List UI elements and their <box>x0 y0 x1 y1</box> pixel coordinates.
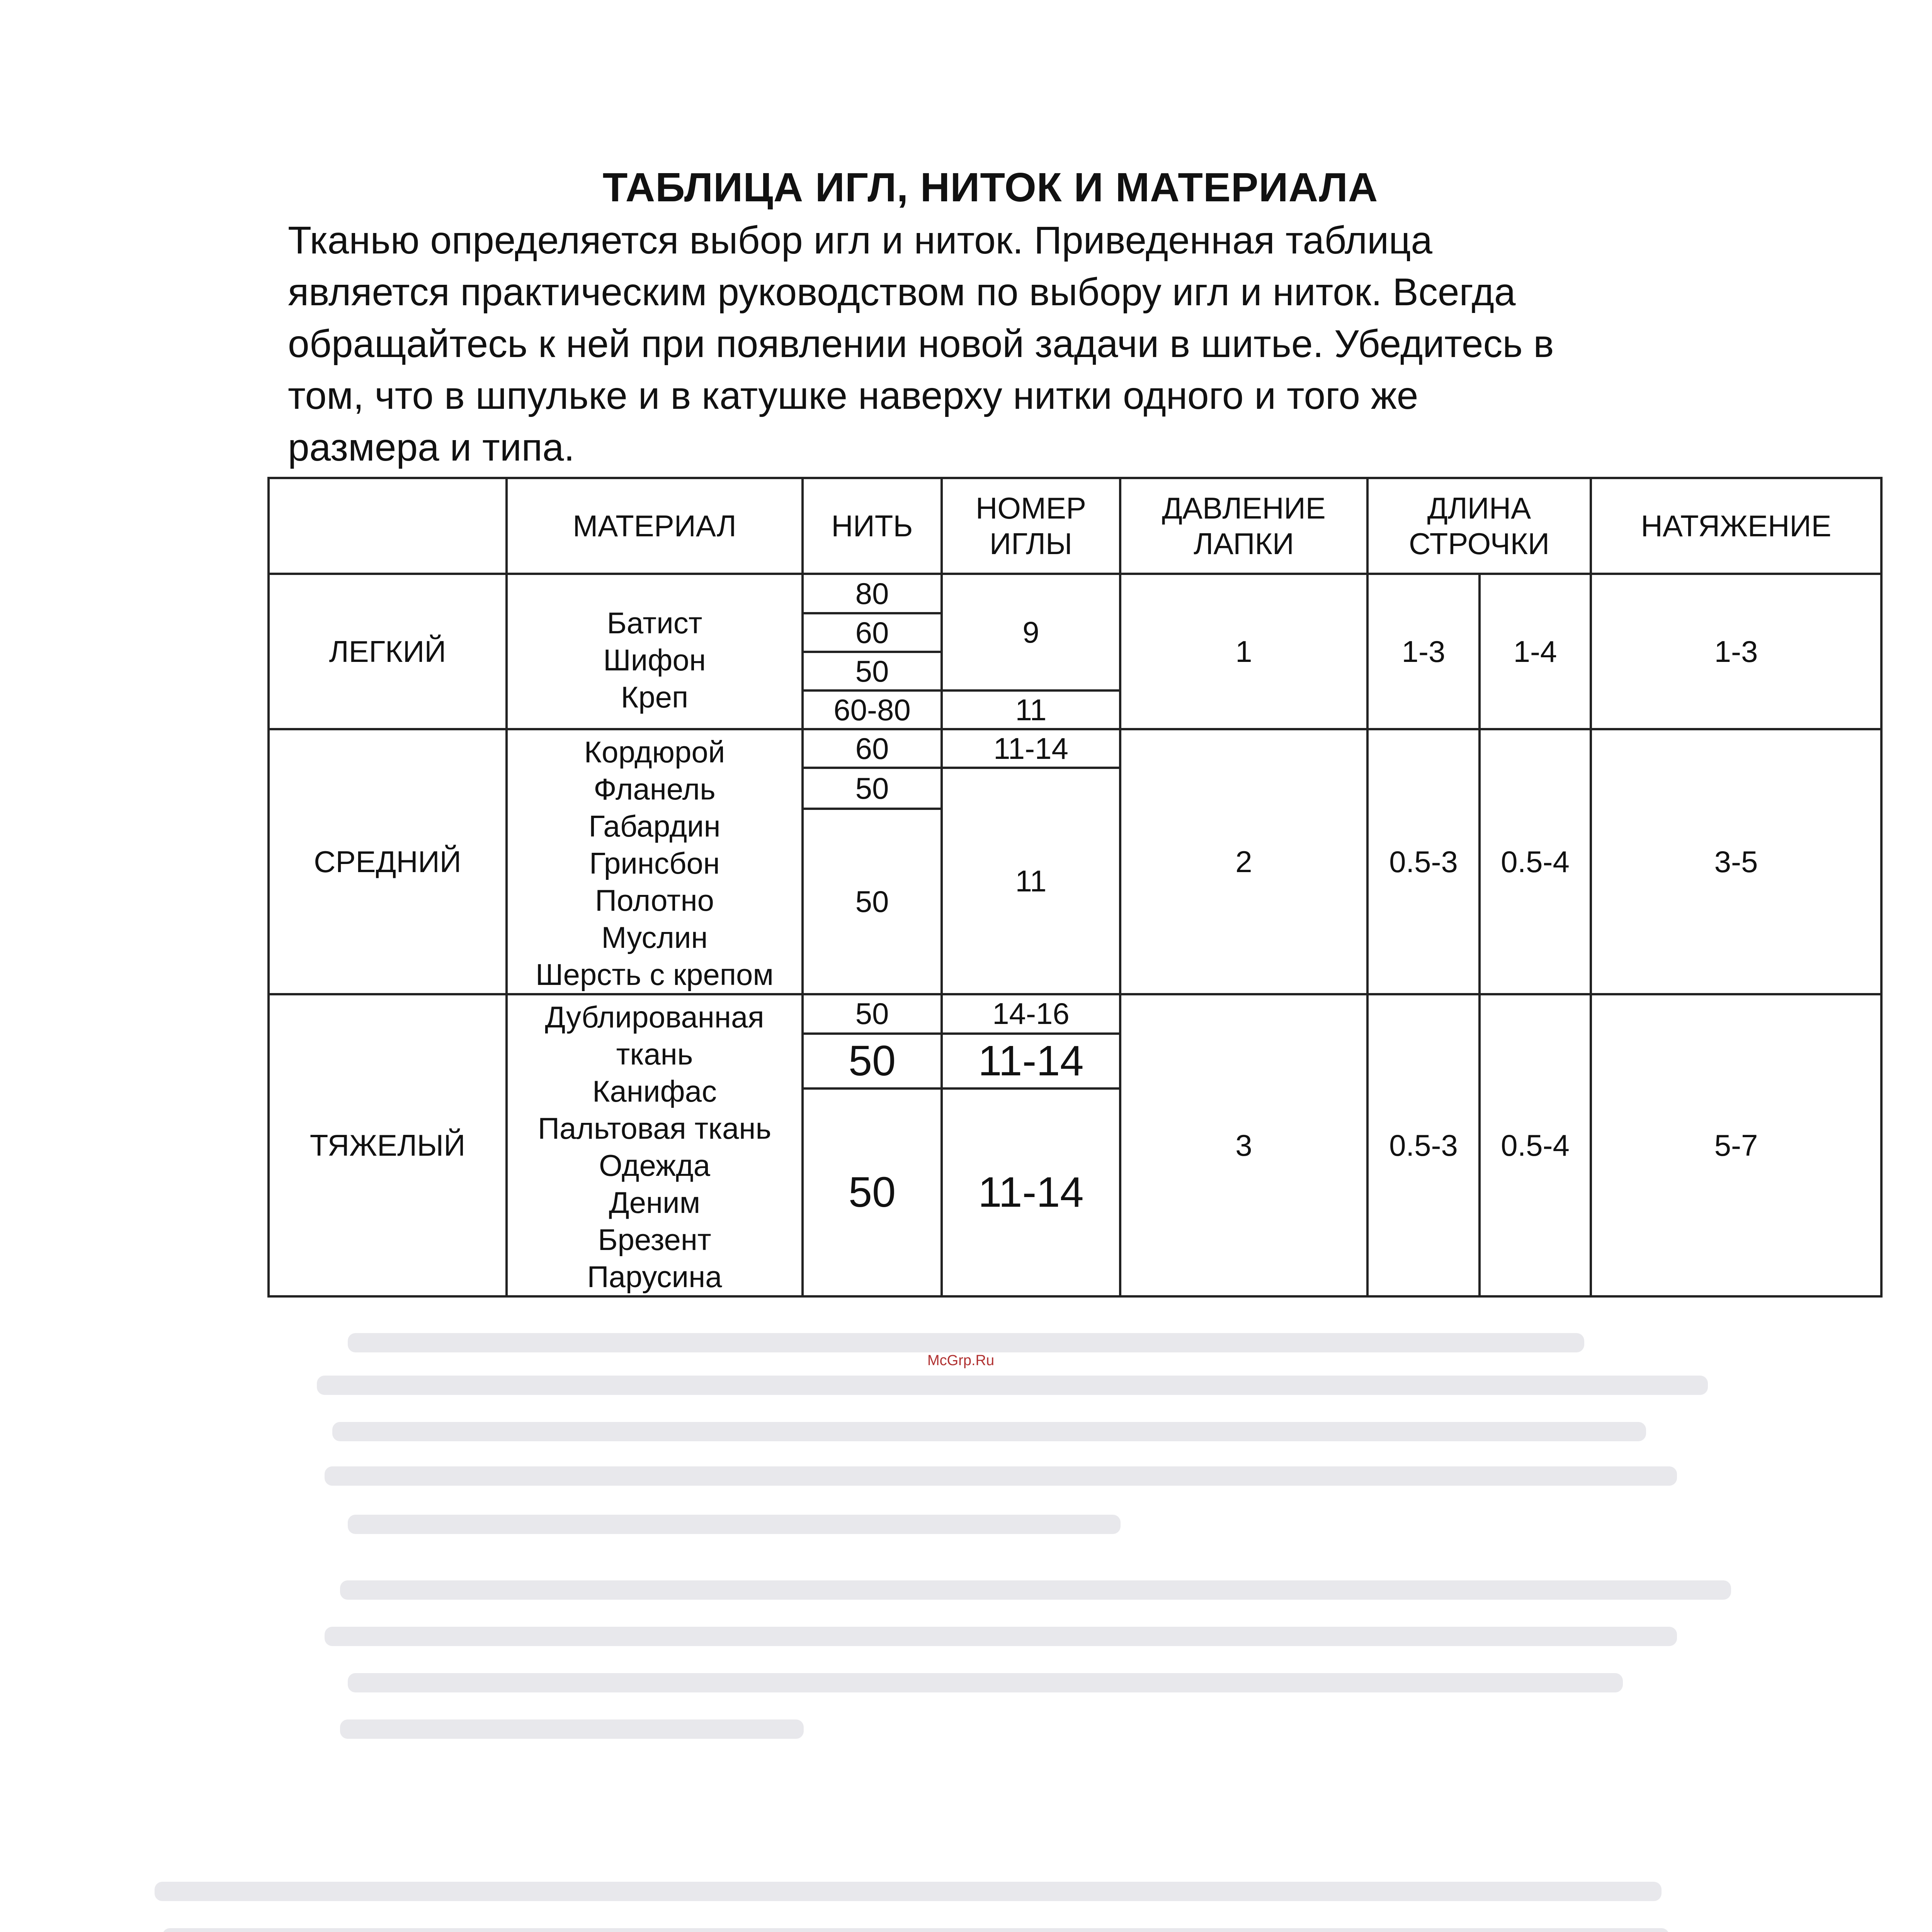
intro-line: размера и типа. <box>288 426 575 469</box>
tension-light: 1-3 <box>1591 574 1881 729</box>
header-needle-line1: НОМЕР <box>975 491 1087 525</box>
list-item: Канифас <box>592 1074 717 1108</box>
needle-cell: 11-14 <box>942 1088 1120 1296</box>
list-item: ткань <box>616 1037 693 1071</box>
stitch-b-medium: 0.5-4 <box>1480 729 1591 994</box>
table-row <box>269 574 1881 613</box>
header-empty <box>269 478 507 574</box>
pressure-heavy: 3 <box>1120 994 1367 1296</box>
thread-cell: 50 <box>803 809 942 994</box>
thread-cell: 60 <box>803 613 942 652</box>
list-item: Дублированная <box>545 1000 764 1034</box>
thread-cell: 60 <box>803 729 942 768</box>
weight-heavy: ТЯЖЕЛЫЙ <box>269 994 507 1296</box>
materials-medium <box>507 729 803 994</box>
table-row <box>269 994 1881 1034</box>
header-tension: НАТЯЖЕНИЕ <box>1591 478 1881 574</box>
list-item: Полотно <box>595 883 714 917</box>
list-item: Брезент <box>598 1223 711 1257</box>
needle-cell: 11 <box>942 690 1120 729</box>
header-foot-pressure <box>1120 478 1367 574</box>
thread-cell: 50 <box>803 1088 942 1296</box>
thread-cell: 80 <box>803 574 942 613</box>
intro-paragraph <box>288 214 1833 473</box>
stitch-b-heavy: 0.5-4 <box>1480 994 1591 1296</box>
list-item: Кордюрой <box>584 735 725 769</box>
back-page-bleed-through <box>0 1333 1932 1932</box>
stitch-a-light: 1-3 <box>1367 574 1480 729</box>
list-item: Фланель <box>594 772 716 806</box>
thread-cell: 50 <box>803 652 942 690</box>
tension-heavy: 5-7 <box>1591 994 1881 1296</box>
list-item: Одежда <box>599 1148 711 1182</box>
list-item: Деним <box>609 1185 701 1219</box>
weight-light: ЛЕГКИЙ <box>269 574 507 729</box>
needle-cell: 11 <box>942 768 1120 994</box>
header-stitch-length <box>1367 478 1591 574</box>
list-item: Пальтовая ткань <box>537 1111 772 1145</box>
list-item: Гринсбон <box>589 846 720 880</box>
list-item: Парусина <box>587 1260 722 1294</box>
materials-heavy <box>507 994 803 1296</box>
header-material: МАТЕРИАЛ <box>507 478 803 574</box>
tension-medium: 3-5 <box>1591 729 1881 994</box>
stitch-b-light: 1-4 <box>1480 574 1591 729</box>
watermark-text: McGrp.Ru <box>927 1352 995 1369</box>
pressure-medium: 2 <box>1120 729 1367 994</box>
thread-cell: 60-80 <box>803 690 942 729</box>
stitch-a-medium: 0.5-3 <box>1367 729 1480 994</box>
needle-cell: 11-14 <box>942 1034 1120 1088</box>
header-needle-number <box>942 478 1120 574</box>
intro-line: обращайтесь к ней при появлении новой задачи в шитье. Убедитесь в <box>288 322 1554 366</box>
needle-cell: 14-16 <box>942 994 1120 1034</box>
stitch-a-heavy: 0.5-3 <box>1367 994 1480 1296</box>
list-item: Шерсть с крепом <box>535 957 774 992</box>
document-title: ТАБЛИЦА ИГЛ, НИТОК И МАТЕРИАЛА <box>602 165 1378 210</box>
list-item: Батист <box>607 606 702 640</box>
table-header-row <box>269 478 1881 574</box>
weight-medium: СРЕДНИЙ <box>269 729 507 994</box>
header-needle-line2: ИГЛЫ <box>989 527 1073 561</box>
intro-line: является практическим руководством по выбору игл и ниток. Всегда <box>288 270 1516 314</box>
list-item: Креп <box>621 680 689 714</box>
thread-cell: 50 <box>803 994 942 1034</box>
needle-cell: 11-14 <box>942 729 1120 768</box>
header-pressure-line1: ДАВЛЕНИЕ <box>1162 491 1326 525</box>
intro-line: том, что в шпульке и в катушке наверху нитки одного и того же <box>288 374 1418 417</box>
header-pressure-line2: ЛАПКИ <box>1194 527 1294 561</box>
list-item: Муслин <box>601 920 708 954</box>
thread-cell: 50 <box>803 768 942 809</box>
list-item: Шифон <box>603 643 706 677</box>
header-stitch-line2: СТРОЧКИ <box>1408 527 1550 561</box>
needle-thread-material-table <box>267 477 1883 1298</box>
table-row <box>269 729 1881 768</box>
thread-cell: 50 <box>803 1034 942 1088</box>
pressure-light: 1 <box>1120 574 1367 729</box>
list-item: Габардин <box>588 809 721 843</box>
needle-cell: 9 <box>942 574 1120 690</box>
materials-light <box>507 574 803 729</box>
header-thread: НИТЬ <box>803 478 942 574</box>
intro-line: Тканью определяется выбор игл и ниток. Приведенная таблица <box>288 219 1433 262</box>
header-stitch-line1: ДЛИНА <box>1427 491 1531 525</box>
